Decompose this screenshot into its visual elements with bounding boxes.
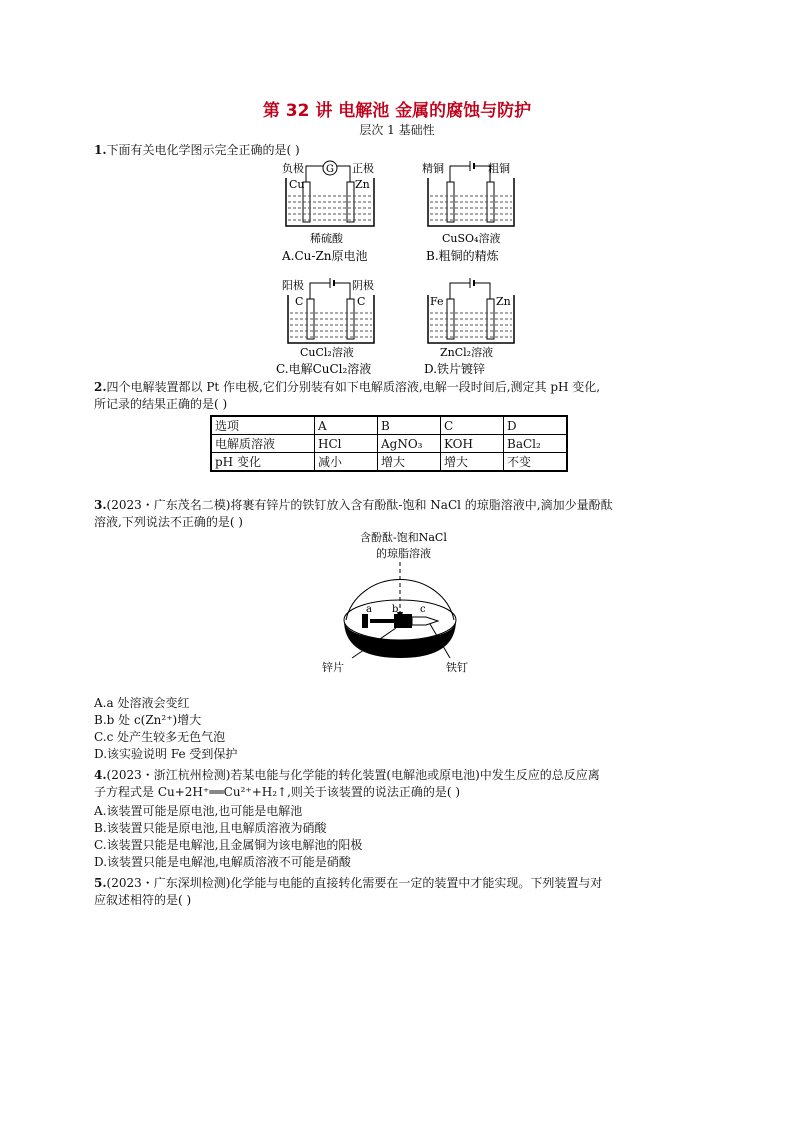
point-c: c xyxy=(420,604,426,615)
table-cell: D xyxy=(504,416,568,435)
question-text-line1: (2023・浙江杭州检测)若某电能与化学能的转化装置(电解池或原电池)中发生反应的总反应离 xyxy=(106,768,600,782)
figure-label-top1: 含酚酞-饱和NaCl xyxy=(360,531,447,544)
electrode-zn: Zn xyxy=(355,178,370,191)
table-row xyxy=(211,453,567,472)
table-cell: pH 变化 xyxy=(211,453,315,472)
label-anode: 阳极 xyxy=(282,279,304,292)
table-cell: A xyxy=(315,416,378,435)
question-text-line2: 子方程式是 Cu+2H⁺══Cu²⁺+H₂↑,则关于该装置的说法正确的是( ) xyxy=(94,785,461,799)
figure-zinc-wrapped-nail xyxy=(300,528,500,678)
table-cell: BaCl₂ xyxy=(504,435,568,453)
option-d: D.该实验说明 Fe 受到保护 xyxy=(94,747,238,761)
table-row xyxy=(211,416,567,435)
electrode-cu: Cu xyxy=(289,178,305,191)
question-4-stem xyxy=(94,767,704,801)
electrode-zn: Zn xyxy=(496,295,511,308)
table-cell: B xyxy=(378,416,441,435)
solution-label: ZnCl₂溶液 xyxy=(440,346,494,359)
solution-label: CuSO₄溶液 xyxy=(442,232,501,245)
solution-label: CuCl₂溶液 xyxy=(300,346,354,359)
table-cell: C xyxy=(441,416,504,435)
table-cell: 增大 xyxy=(441,453,504,472)
option-c: C.c 处产生较多无色气泡 xyxy=(94,730,226,744)
question-5-stem xyxy=(94,875,704,909)
question-1-stem xyxy=(94,142,704,159)
option-b: B.b 处 c(Zn²⁺)增大 xyxy=(94,713,202,727)
question-text-line1: (2023・广东茂名二模)将裹有锌片的铁钉放入含有酚酞-饱和 NaCl 的琼脂溶液中,滴加少量酚酞 xyxy=(106,498,613,512)
question-number: 2. xyxy=(94,380,107,394)
solution-label: 稀硫酸 xyxy=(310,232,343,245)
option-a: A.a 处溶液会变红 xyxy=(94,696,190,710)
electrode-c-right: C xyxy=(357,295,366,308)
figure-b-copper-refining xyxy=(418,158,528,266)
question-text-line2: 溶液,下列说法不正确的是( ) xyxy=(94,515,243,529)
label-pure-copper: 精铜 xyxy=(422,162,444,175)
ph-change-table xyxy=(210,415,568,472)
table-cell: HCl xyxy=(315,435,378,453)
table-cell: KOH xyxy=(441,435,504,453)
option-d: D.该装置只能是电解池,电解质溶液不可能是硝酸 xyxy=(94,855,351,869)
table-cell: 减小 xyxy=(315,453,378,472)
question-number: 4. xyxy=(94,768,107,782)
label-crude-copper: 粗铜 xyxy=(488,162,510,175)
option-b: B.该装置只能是原电池,且电解质溶液为硝酸 xyxy=(94,821,327,835)
galvanometer-label: G xyxy=(326,164,334,175)
electrode-fe: Fe xyxy=(430,295,444,308)
electrode-c-left: C xyxy=(295,295,304,308)
question-4-options xyxy=(94,803,362,871)
table-cell: 增大 xyxy=(378,453,441,472)
question-2-stem xyxy=(94,379,704,413)
figure-a-cu-zn-cell xyxy=(270,158,390,266)
figure-label-top2: 的琼脂溶液 xyxy=(376,547,431,560)
table-row xyxy=(211,435,567,453)
question-text-line2: 所记录的结果正确的是( ) xyxy=(94,397,228,411)
label-zinc-sheet: 锌片 xyxy=(322,661,344,674)
label-cathode: 阴极 xyxy=(352,279,374,292)
figure-c-cucl2-electrolysis xyxy=(276,275,396,379)
question-text-line1: (2023・广东深圳检测)化学能与电能的直接转化需要在一定的装置中才能实现。下列装置与对 xyxy=(106,876,603,890)
question-number: 1. xyxy=(94,143,107,157)
label-positive: 正极 xyxy=(352,162,374,175)
page-title: 第 32 讲 电解池 金属的腐蚀与防护 xyxy=(262,101,532,121)
table-cell: 电解质溶液 xyxy=(211,435,315,453)
page-subtitle: 层次 1 基础性 xyxy=(359,123,435,137)
figure-b-caption: B.粗铜的精炼 xyxy=(426,249,499,263)
figure-c-caption: C.电解CuCl₂溶液 xyxy=(276,362,372,376)
question-3-stem xyxy=(94,497,704,531)
question-number: 5. xyxy=(94,876,107,890)
question-3-options xyxy=(94,695,237,763)
table-cell: 不变 xyxy=(504,453,568,472)
figure-d-caption: D.铁片镀锌 xyxy=(424,362,486,376)
point-a: a xyxy=(366,604,372,615)
table-cell: AgNO₃ xyxy=(378,435,441,453)
option-a: A.该装置可能是原电池,也可能是电解池 xyxy=(94,804,303,818)
label-iron-nail: 铁钉 xyxy=(446,661,468,674)
question-text-line1: 四个电解装置都以 Pt 作电极,它们分别装有如下电解质溶液,电解一段时间后,测定其 pH 变化, xyxy=(106,380,601,394)
figure-a-caption: A.Cu-Zn原电池 xyxy=(282,249,368,263)
table-cell: 选项 xyxy=(211,416,315,435)
zinc-strip xyxy=(394,614,412,628)
option-c: C.该装置只能是电解池,且金属铜为该电解池的阳极 xyxy=(94,838,363,852)
question-text: 下面有关电化学图示完全正确的是( ) xyxy=(106,143,300,157)
question-text-line2: 应叙述相符的是( ) xyxy=(94,893,192,907)
question-number: 3. xyxy=(94,498,107,512)
label-negative: 负极 xyxy=(282,162,304,175)
figure-d-zinc-plating xyxy=(418,275,528,379)
point-b: b xyxy=(392,604,399,615)
